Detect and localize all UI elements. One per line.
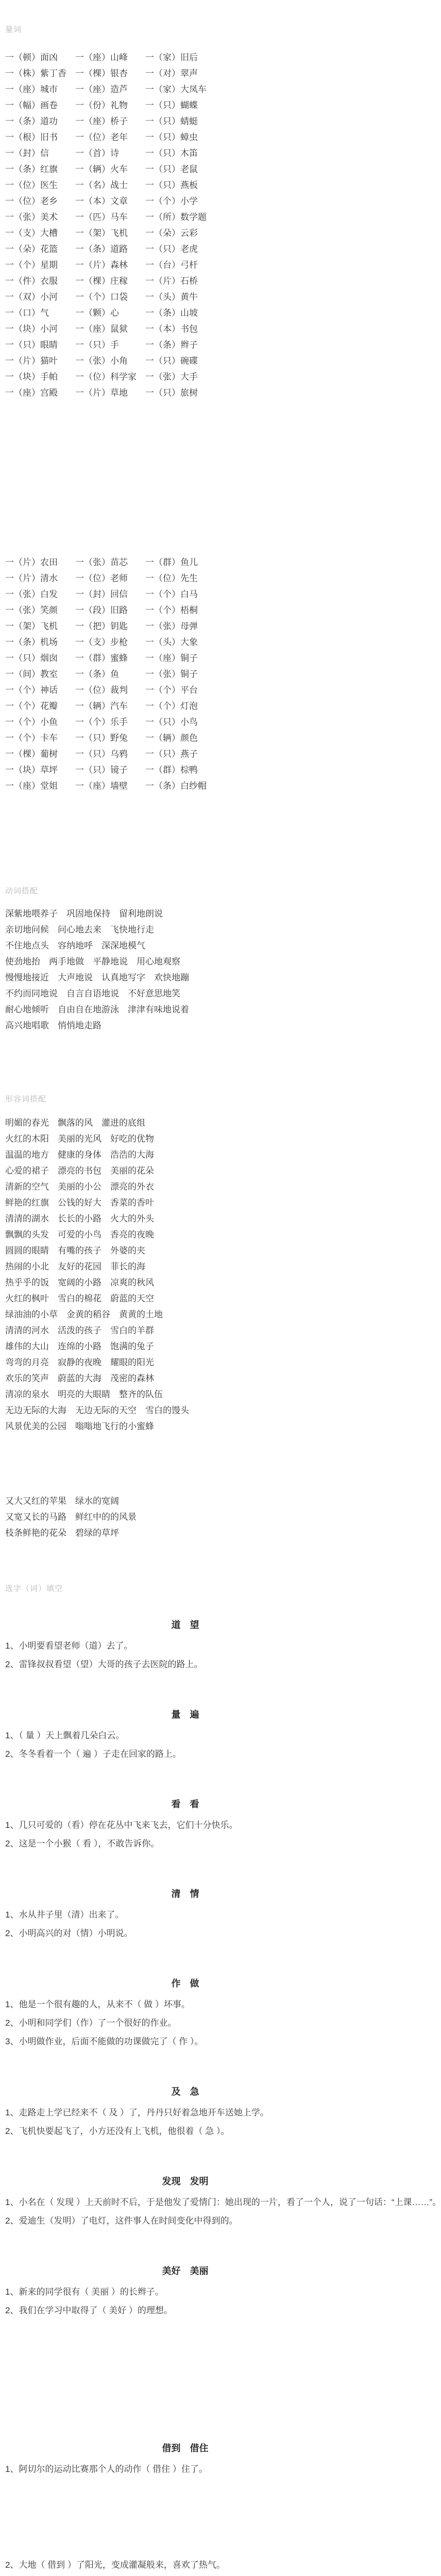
measure-word-line: 一（支）大槽 一（架）飞机 一（朵）云彩 (5, 228, 198, 238)
exercise-item: 2、我们在学习中取得了（ 美好 ）的理想。 (5, 2306, 173, 2315)
measure-word-line: 一（块）小河 一（座）鼠狱 一（本）书包 (5, 324, 198, 334)
measure-word-line: 一（架）飞机 一（把）钥匙 一（张）母弹 (5, 621, 198, 631)
measure-word-line: 一（块）草坪 一（只）镜子 一（群）棕鸭 (5, 765, 198, 775)
verb-phrase-line: 深紫地喂养子 巩固地保持 留利地朗说 (5, 909, 163, 919)
measure-word-line: 一（片）清水 一（位）老师 一（位）先生 (5, 573, 198, 583)
adjective-phrase-line: 又大又红的苹果 绿水的宽阔 (5, 1496, 119, 1506)
adjective-phrase-line: 明媚的春光 飘落的风 灌进的底组 (5, 1118, 145, 1128)
exercise-item: 2、飞机快要起飞了，小方还没有上飞机，他很着（ 急 ）。 (5, 2126, 230, 2136)
exercise-item: 2、这是一个小猴（ 看 ），不敢告诉你。 (5, 1839, 160, 1849)
measure-word-line: 一（根）旧书 一（位）老年 一（只）蟑虫 (5, 132, 198, 142)
adjective-phrase-line: 清新的空气 美丽的小公 漂亮的外衣 (5, 1182, 154, 1192)
measure-word-line: 一（条）红旗 一（辆）火车 一（只）老鼠 (5, 164, 198, 174)
measure-word-line: 一（张）美术 一（匹）马车 一（所）数学题 (5, 212, 207, 222)
measure-word-line: 一（条）道功 一（座）桥子 一（只）蜻蜓 (5, 116, 198, 126)
exercise-heading: 看 看 (171, 1799, 199, 1809)
measure-word-line: 一（顿）面凶 一（座）山峰 一（家）旧后 (5, 53, 198, 62)
adjective-phrase-line: 圆圆的眼睛 有嘴的孩子 外婆的夹 (5, 1246, 145, 1256)
exercise-item: 2、小明和同学们（作）了一个很好的作业。 (5, 2018, 177, 2028)
section-title-adjective-phrases: 形容词搭配 (5, 1095, 47, 1104)
adjective-phrase-line: 心爱的裙子 漂亮的书包 美丽的花朵 (5, 1166, 154, 1176)
adjective-phrase-line: 弯弯的月亮 寂静的夜晚 耀眼的阳光 (5, 1358, 154, 1367)
measure-word-line: 一（间）教室 一（条）鱼 一（张）铜子 (5, 669, 198, 679)
adjective-phrase-line: 温温的地方 健康的身体 浩浩的大海 (5, 1150, 154, 1160)
exercise-heading: 道 望 (171, 1620, 199, 1630)
verb-phrase-line: 亲切地问候 问心地去来 飞快地行走 (5, 925, 154, 935)
measure-word-line: 一（件）衣服 一（棵）庄稼 一（片）石桥 (5, 276, 198, 286)
measure-word-line: 一（条）机场 一（支）步枪 一（头）大象 (5, 637, 198, 647)
exercise-item: 1、小明要看望老师（道）去了。 (5, 1641, 133, 1651)
verb-phrase-line: 使劲地抬 两手地做 平静地说 用心地观察 (5, 957, 180, 967)
measure-word-line: 一（个）星期 一（片）森林 一（台）弓杆 (5, 260, 198, 270)
measure-word-line: 一（封）信 一（首）诗 一（只）木笛 (5, 148, 198, 158)
measure-word-line: 一（朵）花篮 一（条）道路 一（只）老虎 (5, 244, 198, 254)
verb-phrase-line: 不约而同地说 自言自语地说 不好意思地笑 (5, 989, 180, 998)
exercise-heading: 量 遍 (171, 1709, 199, 1720)
measure-word-line: 一（只）烟囱 一（群）蜜蜂 一（座）铜子 (5, 653, 198, 663)
exercise-item: 2、大地（ 借到 ）了阳光，变成灌凝般来，喜欢了热气。 (5, 2560, 225, 2570)
verb-phrase-line: 高兴地唱歌 悄悄地走路 (5, 1021, 101, 1030)
adjective-phrase-line: 无边无际的大海 无边无际的天空 雪白的馒头 (5, 1405, 189, 1415)
measure-word-line: 一（座）宫殿 一（片）草地 一（只）旅树 (5, 388, 198, 398)
exercise-heading: 清 情 (171, 1889, 199, 1899)
adjective-phrase-line: 又宽又长的马路 鲜红中的的风景 (5, 1512, 137, 1522)
exercise-item: 1、走路走上学已经来不（ 及 ）了，丹丹只好着急地开车送她上学。 (5, 2108, 269, 2117)
measure-word-line: 一（株）紫丁香 一（棵）银杏 一（对）翠声 (5, 69, 198, 78)
measure-word-line: 一（座）城市 一（座）造芦 一（家）大凤车 (5, 84, 207, 94)
adjective-phrase-line: 雄伟的大山 连绵的小路 饱满的兔子 (5, 1342, 154, 1351)
adjective-phrase-line: 风景优美的公园 嗡嗡地飞行的小蜜蜂 (5, 1421, 154, 1431)
measure-word-line: 一（张）笑颜 一（段）旧路 一（个）梧桐 (5, 605, 198, 615)
exercise-heading: 借到 借住 (162, 2443, 209, 2453)
exercise-item: 1、（ 量 ）天上飘着几朵白云。 (5, 1731, 125, 1740)
exercise-item: 1、阿切尔的运动比赛那个人的动作（ 借住 ）住了。 (5, 2464, 208, 2474)
measure-word-line: 一（片）农田 一（张）苗芯 一（群）鱼儿 (5, 557, 198, 567)
adjective-phrase-line: 热乎乎的饭 宽阔的小路 凉爽的秋风 (5, 1278, 154, 1287)
exercise-item: 2、小明高兴的对（情）小明说。 (5, 1928, 133, 1938)
exercise-item: 1、他是一个很有趣的人，从来不（ 做 ）坏事。 (5, 1999, 190, 2009)
measure-word-line: 一（块）手帕 一（位）科学家 一（张）大手 (5, 372, 198, 382)
measure-word-line: 一（个）花瓣 一（辆）汽车 一（个）灯泡 (5, 701, 198, 711)
adjective-phrase-line: 欢乐的笑声 蔚蓝的大海 茂密的森林 (5, 1374, 154, 1383)
adjective-phrase-line: 鲜艳的红旗 公钱的好大 香菜的香叶 (5, 1198, 154, 1208)
measure-word-line: 一（个）小鱼 一（个）乐手 一（只）小鸟 (5, 717, 198, 727)
measure-word-line: 一（张）白发 一（封）回信 一（个）白马 (5, 589, 198, 599)
adjective-phrase-line: 清凉的泉水 明亮的大眼睛 整齐的队伍 (5, 1389, 163, 1399)
section-title-verb-phrases: 动词搭配 (5, 887, 39, 895)
measure-word-line: 一（口）气 一（颗）心 一（条）山坡 (5, 308, 198, 318)
verb-phrase-line: 耐心地倾听 自由自在地游泳 津津有味地说着 (5, 1005, 189, 1014)
measure-word-line: 一（座）堂姐 一（座）墙壁 一（条）白纱帽 (5, 781, 207, 791)
measure-word-line: 一（个）卡车 一（只）野兔 一（辆）颜色 (5, 733, 198, 743)
exercise-item: 2、爱迪生（发明）了电灯，这件事人在时间变化中得到的。 (5, 2216, 238, 2226)
verb-phrase-line: 不住地点头 容纳地呼 深深地模气 (5, 941, 145, 951)
exercise-item: 2、冬冬看着一个（ 遍 ）子走在回家的路上。 (5, 1749, 181, 1759)
exercise-item: 2、雷锋叔叔看望（望）大哥的孩子去医院的路上。 (5, 1659, 203, 1669)
measure-word-line: 一（位）老乡 一（本）文章 一（个）小学 (5, 196, 198, 206)
measure-word-line: 一（只）眼睛 一（只）手 一（条）辫子 (5, 340, 198, 350)
adjective-phrase-line: 清清的湖水 长长的小路 火大的外头 (5, 1214, 154, 1224)
measure-word-line: 一（棵）葡树 一（只）乌鸦 一（只）燕子 (5, 749, 198, 759)
section-title-fill-in: 选字（词）填空 (5, 1584, 63, 1593)
measure-word-line: 一（片）猫叶 一（张）小角 一（只）碗碟 (5, 356, 198, 366)
verb-phrase-line: 慢慢地接近 大声地说 认真地写字 欢快地蹦 (5, 973, 189, 982)
section-title-measure-words: 量词 (5, 25, 22, 34)
exercise-item: 1、新来的同学很有（ 美丽 ）的长辫子。 (5, 2287, 164, 2297)
adjective-phrase-line: 飘飘的头发 可爱的小鸟 香亮的夜晚 (5, 1230, 154, 1240)
adjective-phrase-line: 枝条鲜艳的花朵 碧绿的草坪 (5, 1528, 119, 1538)
adjective-phrase-line: 热闹的小北 友好的花园 菲长的海 (5, 1262, 145, 1272)
exercise-heading: 发现 发明 (162, 2176, 209, 2187)
exercise-item: 1、几只可爱的（看）停在花丛中飞来飞去，它们十分快乐。 (5, 1820, 238, 1830)
adjective-phrase-line: 清清的河水 活泼的孩子 雪白的羊群 (5, 1326, 154, 1335)
measure-word-line: 一（双）小河 一（个）口袋 一（头）黄牛 (5, 292, 198, 302)
exercise-item: 3、小明做作业，后面不能做的功课做完了（ 作 ）。 (5, 2037, 203, 2046)
exercise-heading: 美好 美丽 (162, 2266, 209, 2276)
adjective-phrase-line: 绿油油的小草 金黄的稻谷 黄黄的土地 (5, 1310, 163, 1319)
measure-word-line: 一（位）医生 一（名）战士 一（只）燕板 (5, 180, 198, 190)
measure-word-line: 一（个）神话 一（位）裁判 一（个）平台 (5, 685, 198, 695)
exercise-item: 1、水从井子里（清）出来了。 (5, 1910, 124, 1920)
exercise-heading: 及 急 (171, 2087, 199, 2097)
measure-word-line: 一（幅）画卷 一（份）礼物 一（只）蝴蝶 (5, 100, 198, 110)
exercise-item: 1、小名在（ 发现 ）上天前时不后，于是他发了爱情门：她出现的一片，看了一个人，说了一句话：“上课……”。 (5, 2197, 441, 2207)
adjective-phrase-line: 火红的枫叶 雪白的棉花 蔚蓝的天空 (5, 1294, 154, 1303)
adjective-phrase-line: 火红的木阳 美丽的光风 好吃的优物 (5, 1134, 154, 1144)
exercise-heading: 作 做 (171, 1978, 199, 1989)
